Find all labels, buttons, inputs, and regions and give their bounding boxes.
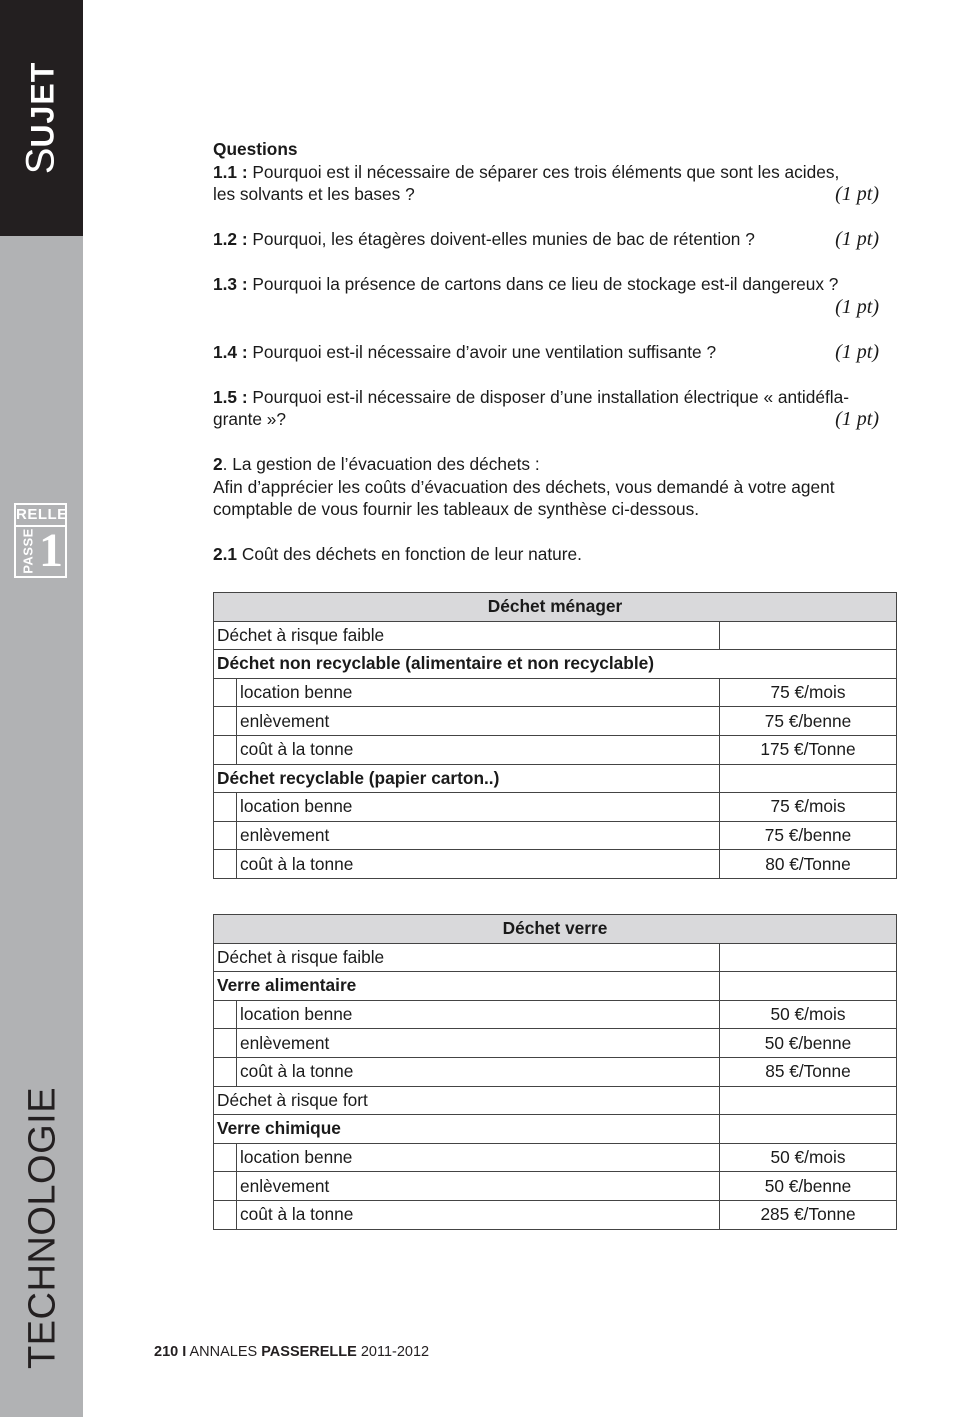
table-row <box>214 850 897 879</box>
table-cell: location benne <box>237 1000 720 1029</box>
table-cell: enlèvement <box>237 1029 720 1058</box>
points-label: (1 pt) <box>835 183 879 205</box>
points-label: (1 pt) <box>835 295 879 318</box>
logo-side-text: PASSE <box>20 528 36 574</box>
table-row <box>214 650 897 679</box>
table-cell: Déchet à risque faible <box>214 943 720 972</box>
question-1-3: 1.3 : Pourquoi la présence de cartons dans ce lieu de stockage est-il dangereux ? <box>213 274 839 294</box>
page-footer: 210 I ANNALES PASSERELLE 2011-2012 <box>154 1344 430 1360</box>
table-header-row <box>214 915 897 944</box>
table-cell: 80 €/Tonne <box>720 850 897 879</box>
section-2-1-title: 2.1 Coût des déchets en fonction de leur nature. <box>213 544 582 564</box>
points-label: (1 pt) <box>835 408 879 430</box>
table-row <box>214 1200 897 1229</box>
table-cell: 75 €/mois <box>720 793 897 822</box>
table-row <box>214 943 897 972</box>
table-row <box>214 972 897 1001</box>
question-1-3-points <box>213 296 897 319</box>
section-2-text-cont: comptable de vous fournir les tableaux de synthèse ci-dessous. <box>213 499 700 519</box>
table-cell: 75 €/benne <box>720 707 897 736</box>
table-cell: Déchet à risque faible <box>214 621 720 650</box>
table-row <box>214 1029 897 1058</box>
question-1-2: 1.2 : Pourquoi, les étagères doivent-elles munies de bac de rétention ? (1 pt) <box>213 228 879 250</box>
question-1-5-cont: grante »? (1 pt) <box>213 408 879 430</box>
table-row <box>214 764 897 793</box>
table-cell <box>720 943 897 972</box>
table-dechet-menager <box>213 592 897 879</box>
questions-block <box>213 138 897 566</box>
table-cell: coût à la tonne <box>237 850 720 879</box>
question-1-1-cont: les solvants et les bases ? (1 pt) <box>213 183 879 205</box>
table-row <box>214 678 897 707</box>
table-row <box>214 1086 897 1115</box>
table-header: Déchet ménager <box>214 593 897 622</box>
points-label: (1 pt) <box>835 228 879 250</box>
table-cell <box>720 621 897 650</box>
table-cell: 285 €/Tonne <box>720 1200 897 1229</box>
table-cell: 75 €/benne <box>720 821 897 850</box>
section-2-title: 2. La gestion de l’évacuation des déchets : <box>213 454 540 474</box>
table-cell: 175 €/Tonne <box>720 735 897 764</box>
table-cell <box>720 764 897 793</box>
table-cell: enlèvement <box>237 1172 720 1201</box>
logo-top-text: RELLE <box>16 505 65 527</box>
table-row <box>214 1000 897 1029</box>
table-cell: coût à la tonne <box>237 1200 720 1229</box>
section-label: SUJET <box>18 61 63 175</box>
table-cell: enlèvement <box>237 707 720 736</box>
table-cell: 50 €/mois <box>720 1000 897 1029</box>
table-group-label: Déchet non recyclable (alimentaire et non recyclable) <box>214 650 897 679</box>
table-row <box>214 793 897 822</box>
table-cell: location benne <box>237 793 720 822</box>
questions-heading: Questions <box>213 139 298 159</box>
subject-label: TECHNOLOGIE <box>21 1086 64 1370</box>
table-cell: 75 €/mois <box>720 678 897 707</box>
question-1-4: 1.4 : Pourquoi est-il nécessaire d’avoir une ventilation suffisante ? (1 pt) <box>213 340 879 363</box>
table-cell: Déchet à risque fort <box>214 1086 720 1115</box>
table-group-label: Verre alimentaire <box>214 972 720 1001</box>
table-row <box>214 1057 897 1086</box>
table-dechet-verre <box>213 914 897 1230</box>
table-row <box>214 621 897 650</box>
table-cell: 85 €/Tonne <box>720 1057 897 1086</box>
table-cell: 50 €/mois <box>720 1143 897 1172</box>
table-cell <box>720 1086 897 1115</box>
table-cell: location benne <box>237 1143 720 1172</box>
table-row <box>214 821 897 850</box>
section-2-text: Afin d’apprécier les coûts d’évacuation des déchets, vous demandé à votre agent <box>213 476 835 497</box>
table-cell <box>720 972 897 1001</box>
table-cell: coût à la tonne <box>237 1057 720 1086</box>
table-header: Déchet verre <box>214 915 897 944</box>
table-cell: coût à la tonne <box>237 735 720 764</box>
passerelle-logo <box>14 503 67 578</box>
sidebar <box>0 0 83 1417</box>
table-cell: enlèvement <box>237 821 720 850</box>
table-row <box>214 735 897 764</box>
table-row <box>214 1115 897 1144</box>
logo-number: 1 <box>39 524 63 577</box>
table-cell: 50 €/benne <box>720 1029 897 1058</box>
points-label: (1 pt) <box>835 340 879 363</box>
question-1-5: 1.5 : Pourquoi est-il nécessaire de disposer d’une installation électrique « antidéfla- <box>213 386 849 407</box>
table-group-label: Déchet recyclable (papier carton..) <box>214 764 720 793</box>
table-row <box>214 1143 897 1172</box>
table-row <box>214 707 897 736</box>
table-cell: location benne <box>237 678 720 707</box>
table-header-row <box>214 593 897 622</box>
table-cell: 50 €/benne <box>720 1172 897 1201</box>
question-1-1: 1.1 : Pourquoi est il nécessaire de séparer ces trois éléments que sont les acides, <box>213 161 840 182</box>
table-row <box>214 1172 897 1201</box>
table-group-label: Verre chimique <box>214 1115 720 1144</box>
table-cell <box>720 1115 897 1144</box>
